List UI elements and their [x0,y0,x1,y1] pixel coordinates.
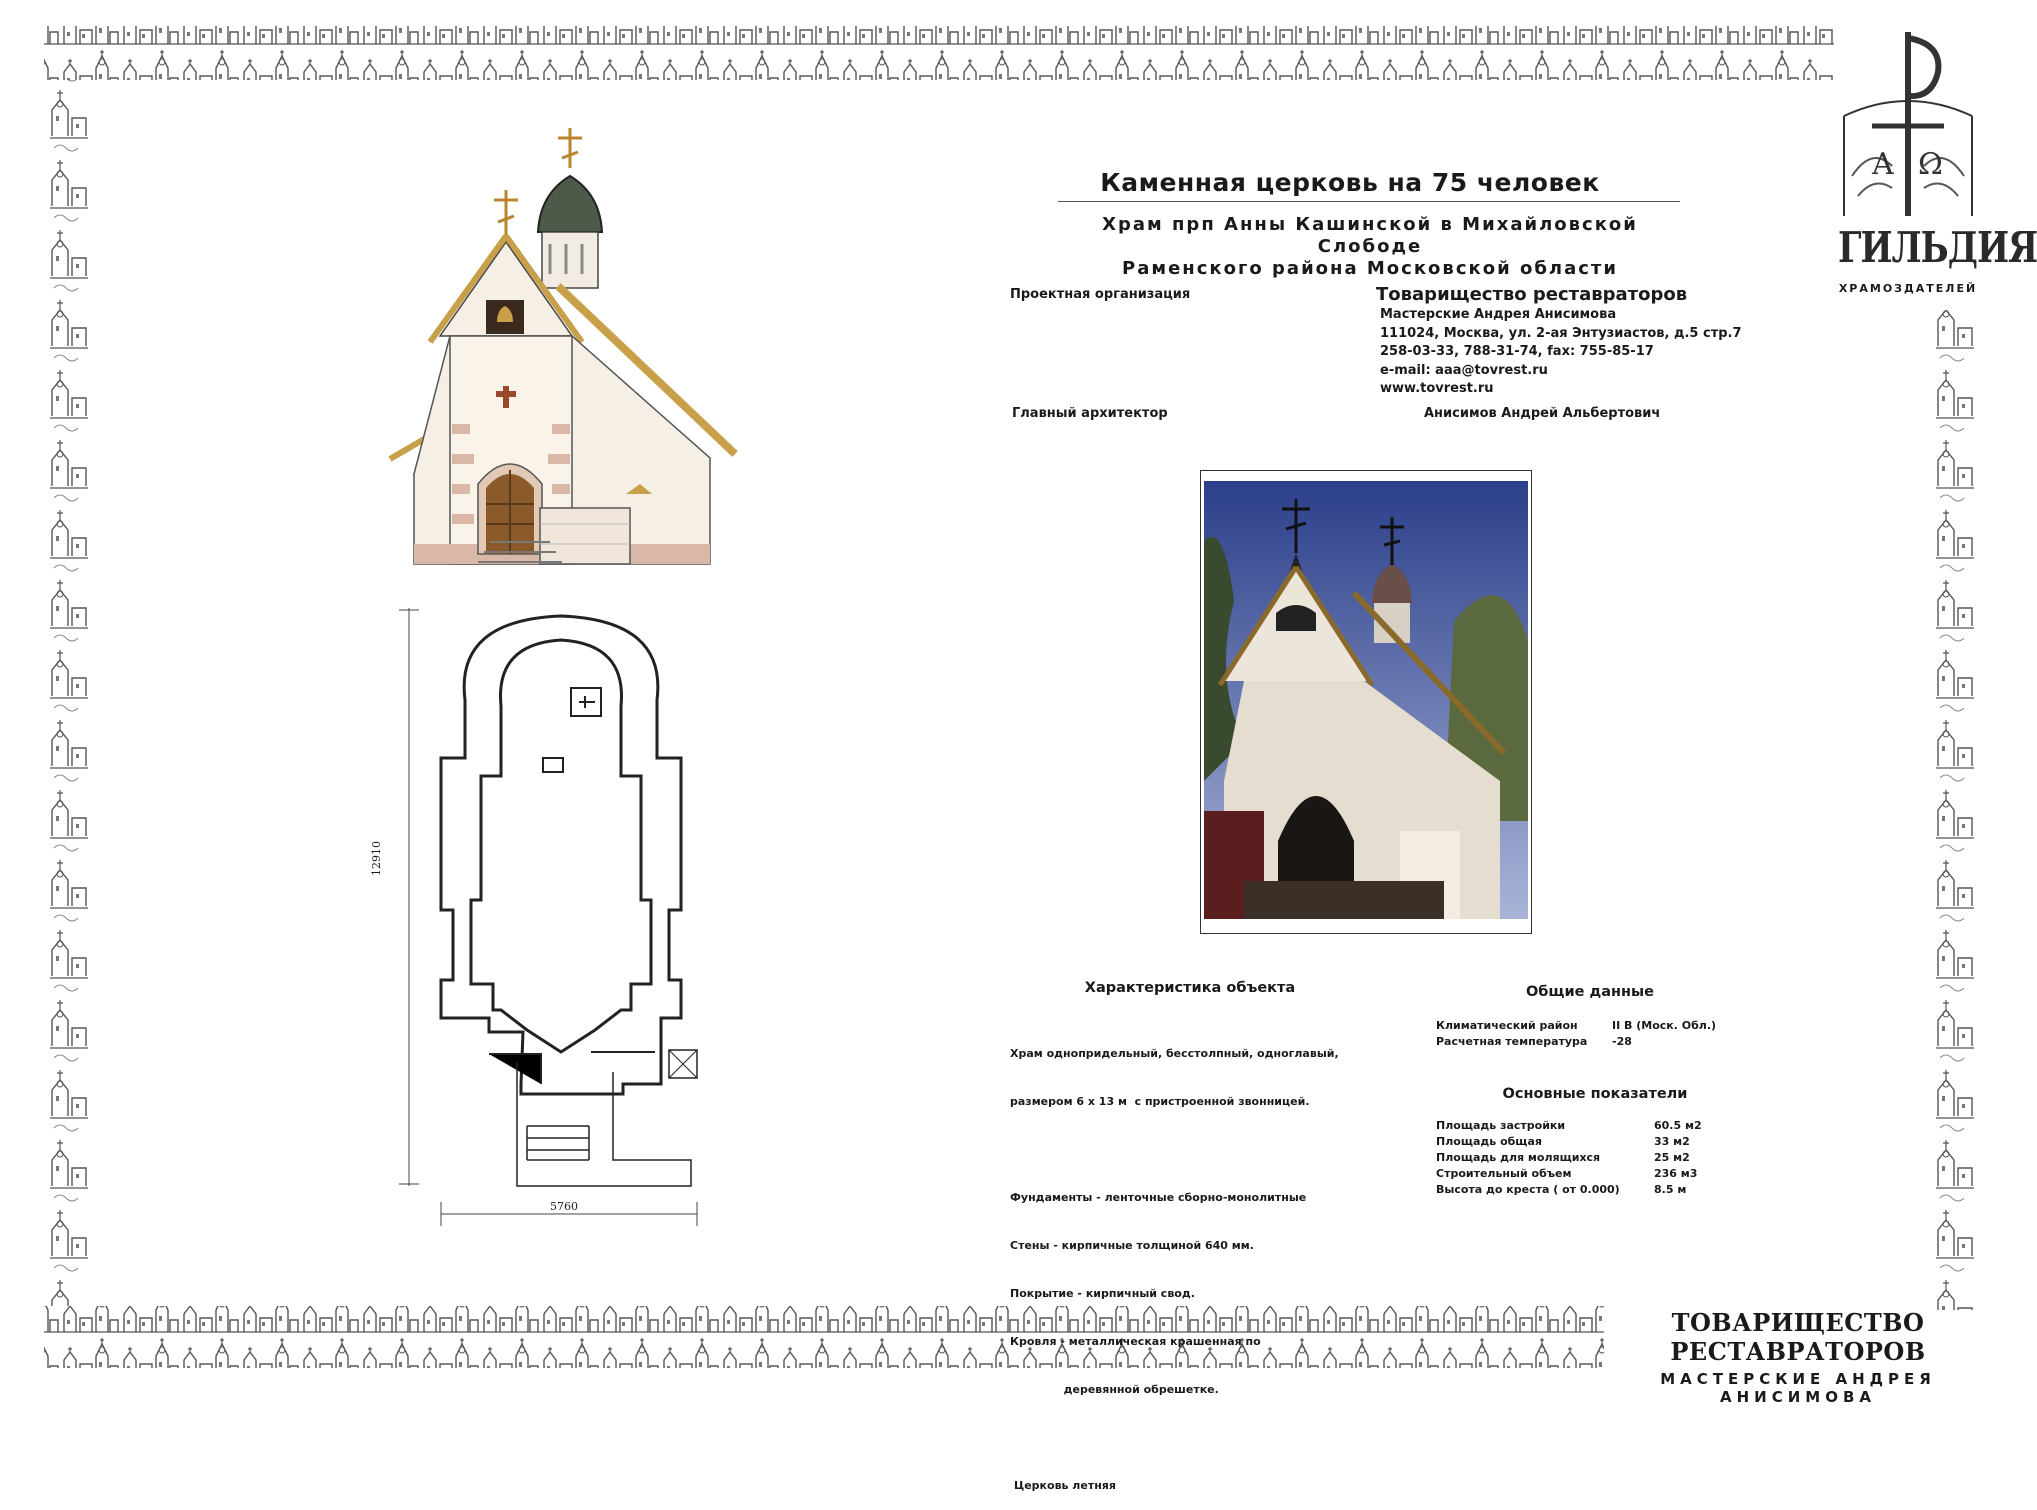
page-title: Каменная церковь на 75 человек [1100,168,1600,197]
floor-plan-drawing [385,600,725,1240]
general-data-table [1436,1018,1716,1050]
table-row [1436,1018,1716,1034]
characteristics-list [1010,1014,1340,1510]
table-row [1436,1150,1702,1166]
indicator-label: Площадь общая [1436,1135,1542,1148]
characteristics-line: Покрытие - кирпичный свод. [1010,1287,1195,1300]
characteristics-line: Храм однопридельный, бесстолпный, одноглавый, [1010,1047,1339,1060]
indicator-label: Высота до креста ( от 0.000) [1436,1183,1620,1196]
guild-logo [1838,26,1978,226]
general-data-title: Общие данные [1525,984,1654,1000]
general-data-label: Климатический район [1436,1019,1578,1032]
project-org-details [1380,306,1742,399]
table-row [1436,1134,1702,1150]
subtitle-line-2: Раменского района Московской области [1122,258,1618,279]
characteristics-line: размером 6 х 13 м с пристроенной звонницей. [1010,1095,1310,1108]
table-row [1436,1182,1702,1198]
plan-dimension-width: 5760 [550,1200,578,1213]
indicator-value: 60.5 м2 [1654,1119,1702,1132]
characteristics-line: Церковь летняя [1014,1479,1116,1492]
org-workshop: Мастерские Андрея Анисимова [1380,307,1617,322]
table-row [1436,1034,1716,1050]
omega-letter: Ω [1918,147,1943,182]
indicator-value: 33 м2 [1654,1135,1690,1148]
plan-dimension-height: 12910 [370,841,383,876]
table-row [1436,1118,1702,1134]
chief-architect-name: Анисимов Андрей Альбертович [1424,406,1661,421]
general-data-value: -28 [1612,1035,1632,1048]
characteristics-title: Характеристика объекта [1084,980,1296,996]
indicator-value: 236 м3 [1654,1167,1698,1180]
general-data-value: II В (Моск. Обл.) [1612,1019,1717,1032]
main-indicators-title: Основные показатели [1502,1086,1688,1102]
brand-name: ТОВАРИЩЕСТВО РЕСТАВРАТОРОВ [1670,1308,1926,1366]
subtitle-line-1: Храм прп Анны Кашинской в Михайловской Слободе [1102,214,1638,257]
alpha-letter: Α [1872,147,1894,182]
brand-logo [1624,1308,1972,1406]
indicator-label: Строительный объем [1436,1167,1572,1180]
indicator-label: Площадь застройки [1436,1119,1566,1132]
church-photo [1204,481,1528,919]
org-address: 111024, Москва, ул. 2-ая Энтузиастов, д.5 стр.7 [1380,325,1742,341]
guild-name: ГИЛЬДИЯ [1838,223,2037,273]
title-divider [1058,201,1680,202]
characteristics-line [1010,1430,1340,1446]
chief-architect-label: Главный архитектор [1012,406,1168,421]
project-org-name: Товарищество реставраторов [1376,284,1688,305]
page-subtitle [1050,214,1690,280]
guild-subtitle: ХРАМОЗДАТЕЛЕЙ [1838,282,1978,295]
characteristics-line: деревянной обрешетке. [1010,1383,1219,1396]
characteristics-line: Кровля - металлическая крашенная по [1010,1335,1261,1348]
church-photo-frame [1200,470,1532,934]
project-org-label: Проектная организация [1010,287,1191,302]
indicator-value: 8.5 м [1654,1183,1687,1196]
org-email[interactable]: e-mail: aaa@tovrest.ru [1380,362,1548,378]
characteristics-line: Стены - кирпичные толщиной 640 мм. [1010,1239,1254,1252]
characteristics-line [1010,1142,1340,1158]
indicator-value: 25 м2 [1654,1151,1690,1164]
brand-subtitle: МАСТЕРСКИЕ АНДРЕЯ АНИСИМОВА [1660,1370,1936,1406]
church-facade-drawing [390,124,750,564]
org-phones: 258-03-33, 788-31-74, fax: 755-85-17 [1380,344,1654,359]
characteristics-line: Фундаменты - ленточные сборно-монолитные [1010,1191,1307,1204]
indicator-label: Площадь для молящихся [1436,1151,1601,1164]
general-data-label: Расчетная температура [1436,1035,1588,1048]
main-indicators-table [1436,1118,1702,1198]
table-row [1436,1166,1702,1182]
org-website[interactable]: www.tovrest.ru [1380,381,1494,396]
